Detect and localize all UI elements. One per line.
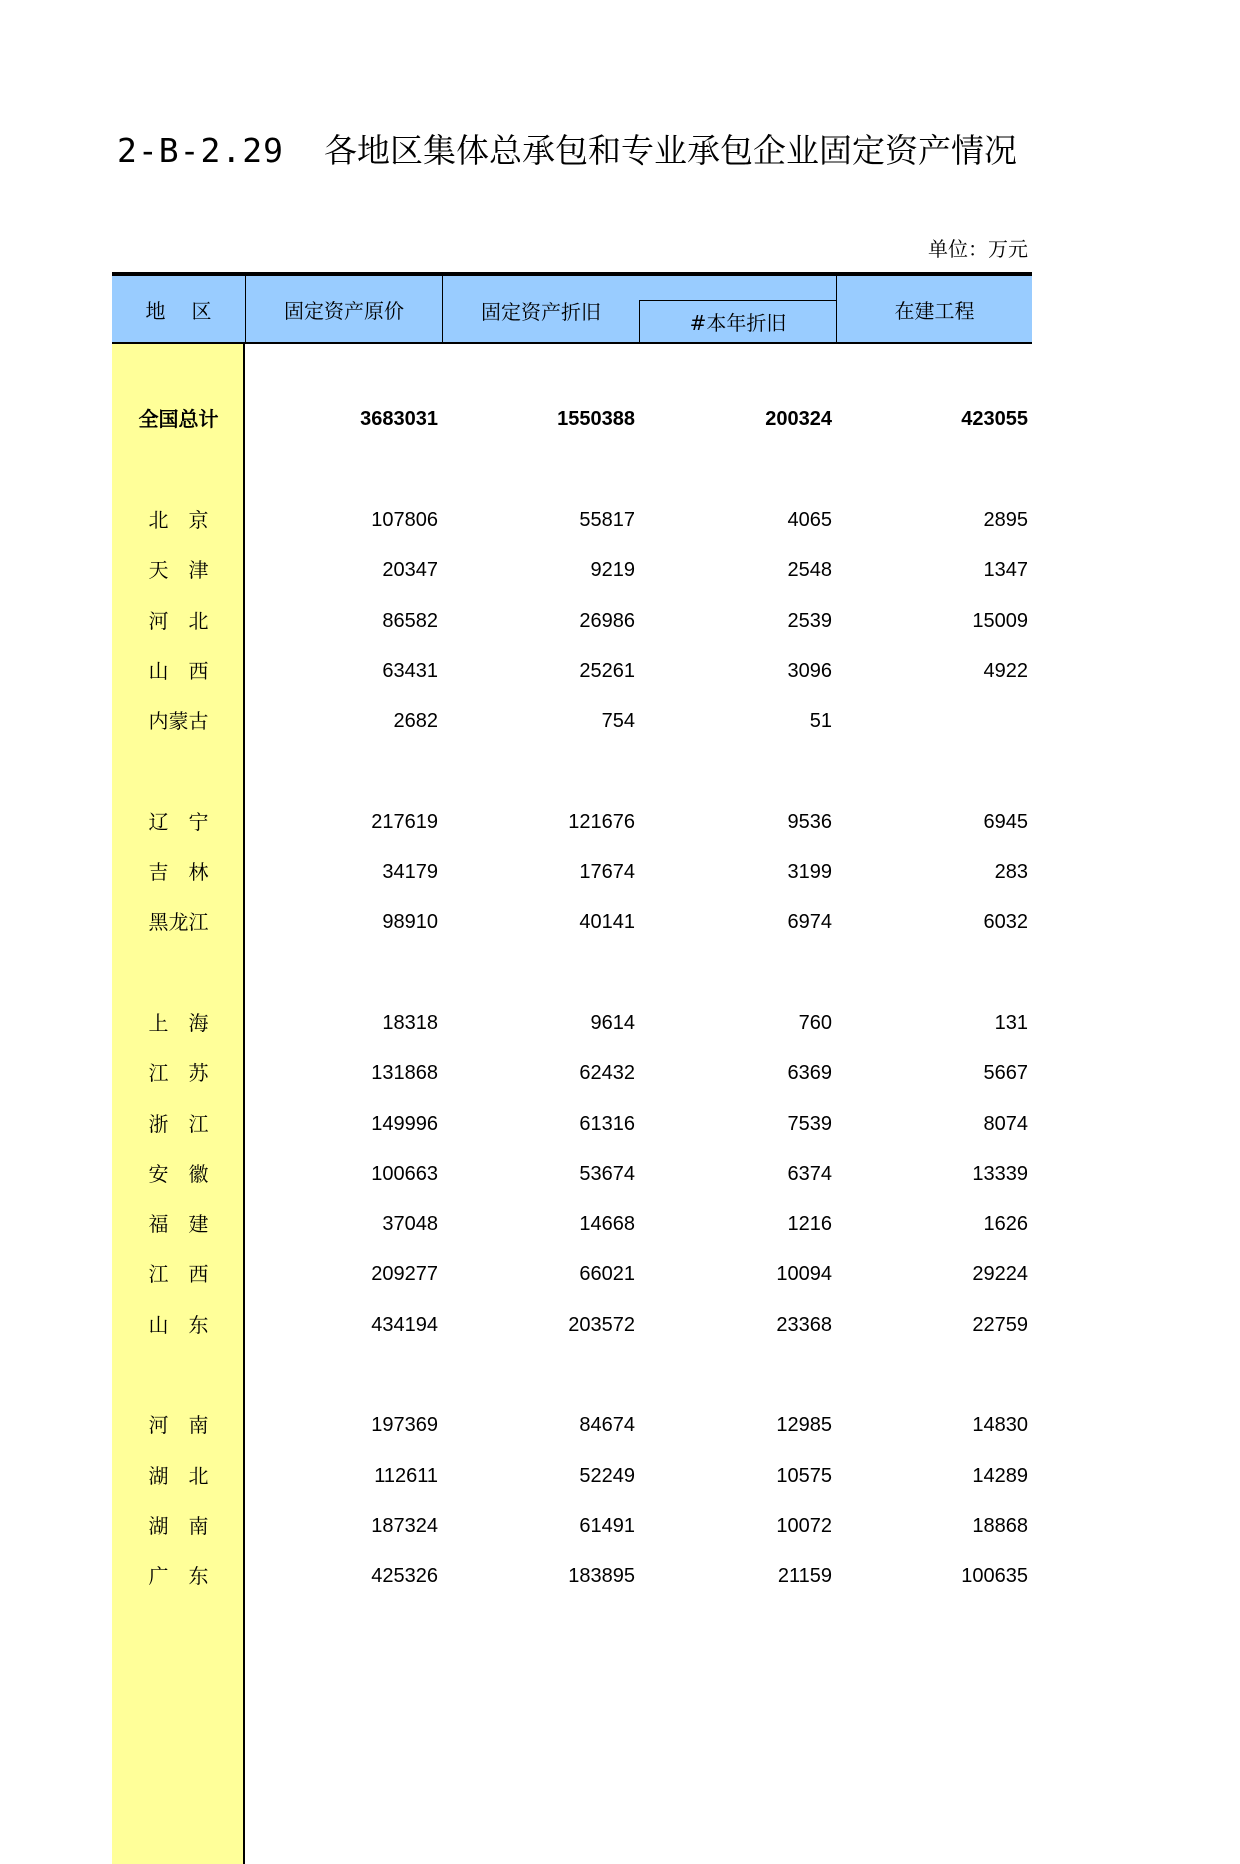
value-cell: 3199 [787, 861, 832, 883]
value-cell: 84674 [579, 1414, 635, 1437]
table-row [112, 797, 1032, 847]
table-row [112, 998, 1032, 1048]
value-cell: 25261 [579, 659, 635, 682]
value-cell: 2895 [983, 508, 1028, 531]
table-row [112, 847, 1032, 897]
value-cell: 98910 [382, 911, 438, 934]
value-cell: 51 [809, 710, 832, 733]
value-cell: 53674 [579, 1162, 635, 1185]
value-cell: 63431 [382, 659, 438, 682]
table-row [112, 897, 1032, 947]
value-cell: 14668 [579, 1213, 635, 1236]
region-name: 山 东 [148, 1312, 209, 1337]
region-name: 江 西 [148, 1262, 209, 1287]
table-row [112, 545, 1032, 595]
table-row [112, 1451, 1032, 1501]
value-cell: 209277 [371, 1263, 438, 1286]
region-name: 上 海 [148, 1010, 209, 1035]
value-cell: 283 [994, 861, 1028, 883]
value-cell: 7539 [787, 1112, 832, 1135]
region-name: 安 徽 [148, 1161, 209, 1186]
header-current-year-depreciation: #本年折旧 [639, 300, 836, 342]
value-cell: 107806 [371, 508, 438, 531]
value-cell: 62432 [579, 1062, 635, 1085]
value-cell: 112611 [374, 1464, 438, 1487]
value-cell: 6974 [787, 911, 832, 934]
value-cell: 3683031 [360, 408, 438, 431]
table-row [112, 1501, 1032, 1551]
value-cell: 2539 [787, 609, 832, 632]
value-cell: 40141 [579, 911, 635, 934]
value-cell: 434194 [371, 1313, 438, 1336]
table-row [112, 696, 1032, 746]
value-cell: 131 [994, 1011, 1028, 1034]
region-name: 福 建 [148, 1212, 209, 1237]
table-row [112, 596, 1032, 646]
table-row [112, 1249, 1032, 1299]
region-name: 江 苏 [148, 1061, 209, 1086]
value-cell: 200324 [765, 408, 832, 431]
table-title: 各地区集体总承包和专业承包企业固定资产情况 [323, 131, 1017, 170]
value-cell: 9219 [590, 559, 635, 582]
table-row [112, 1048, 1032, 1098]
value-cell: 12985 [776, 1414, 832, 1437]
value-cell: 18318 [382, 1011, 438, 1034]
value-cell: 425326 [371, 1565, 438, 1588]
region-name: 湖 北 [148, 1463, 209, 1488]
value-cell: 183895 [568, 1565, 635, 1588]
value-cell: 754 [601, 710, 635, 733]
value-cell: 20347 [382, 559, 438, 582]
value-cell: 2548 [787, 559, 832, 582]
value-cell: 4922 [983, 659, 1028, 682]
value-cell [836, 696, 1028, 746]
value-cell: 6369 [787, 1062, 832, 1085]
value-cell: 61491 [579, 1514, 635, 1537]
value-cell: 52249 [579, 1464, 635, 1487]
table-row [112, 1400, 1032, 1450]
value-cell: 66021 [579, 1263, 635, 1286]
value-cell: 197369 [371, 1414, 438, 1437]
region-name: 天 津 [148, 558, 209, 583]
value-cell: 17674 [579, 861, 635, 883]
table-row [112, 1099, 1032, 1149]
value-cell: 1347 [983, 559, 1028, 582]
value-cell: 14289 [972, 1464, 1028, 1487]
value-cell: 217619 [371, 810, 438, 833]
value-cell: 6374 [787, 1162, 832, 1185]
value-cell: 14830 [972, 1414, 1028, 1437]
value-cell: 15009 [972, 609, 1028, 632]
value-cell: 100663 [371, 1162, 438, 1185]
value-cell: 10072 [776, 1514, 832, 1537]
value-cell: 29224 [972, 1263, 1028, 1286]
value-cell: 1626 [983, 1213, 1028, 1236]
total-row [112, 394, 1032, 444]
value-cell: 4065 [787, 508, 832, 531]
value-cell: 6945 [983, 810, 1028, 833]
value-cell: 100635 [961, 1565, 1028, 1588]
table-row [112, 1199, 1032, 1249]
unit-label: 单位：万元 [928, 237, 1028, 261]
table-row [112, 1300, 1032, 1350]
value-cell: 423055 [961, 408, 1028, 431]
value-cell: 131868 [371, 1062, 438, 1085]
page-title [117, 126, 1017, 176]
value-cell: 1216 [787, 1213, 832, 1236]
value-cell: 37048 [382, 1213, 438, 1236]
value-cell: 61316 [579, 1112, 635, 1135]
header-original-value: 固定资产原价 [245, 276, 442, 342]
value-cell: 13339 [972, 1162, 1028, 1185]
region-name: 山 西 [148, 658, 209, 683]
value-cell: 9536 [787, 810, 832, 833]
value-cell: 34179 [382, 861, 438, 883]
region-name: 广 东 [148, 1564, 209, 1589]
value-cell: 55817 [579, 508, 635, 531]
header-construction-in-progress: 在建工程 [836, 276, 1032, 342]
value-cell: 187324 [371, 1514, 438, 1537]
value-cell: 23368 [776, 1313, 832, 1336]
value-cell: 22759 [972, 1313, 1028, 1336]
table-row [112, 646, 1032, 696]
region-name: 北 京 [148, 507, 209, 532]
value-cell: 3096 [787, 659, 832, 682]
value-cell: 760 [798, 1011, 832, 1034]
value-cell: 21159 [777, 1565, 832, 1588]
value-cell: 26986 [579, 609, 635, 632]
value-cell: 6032 [983, 911, 1028, 934]
table-header [112, 272, 1032, 344]
value-cell: 86582 [382, 609, 438, 632]
header-depreciation: 固定资产折旧 [442, 276, 639, 342]
value-cell: 10094 [776, 1263, 832, 1286]
value-cell: 203572 [568, 1313, 635, 1336]
value-cell: 1550388 [557, 408, 635, 431]
region-name: 内蒙古 [148, 709, 209, 734]
region-name: 河 南 [148, 1413, 209, 1438]
value-cell: 5667 [983, 1062, 1028, 1085]
value-cell: 8074 [983, 1112, 1028, 1135]
value-cell: 121676 [568, 810, 635, 833]
table-code: 2-B-2.29 [117, 131, 284, 170]
value-cell: 2682 [393, 710, 438, 733]
table-row [112, 1149, 1032, 1199]
region-name: 辽 宁 [148, 809, 209, 834]
region-name: 河 北 [148, 608, 209, 633]
region-name: 吉 林 [148, 860, 209, 884]
region-name: 黑龙江 [148, 910, 209, 935]
value-cell: 18868 [972, 1514, 1028, 1537]
table-row [112, 1551, 1032, 1601]
table-row [112, 495, 1032, 545]
header-region: 地区 [145, 298, 238, 323]
region-name: 全国总计 [138, 407, 219, 432]
value-cell: 10575 [776, 1464, 832, 1487]
region-name: 湖 南 [148, 1513, 209, 1538]
value-cell: 149996 [371, 1112, 438, 1135]
value-cell: 9614 [590, 1011, 635, 1034]
region-name: 浙 江 [148, 1111, 209, 1136]
